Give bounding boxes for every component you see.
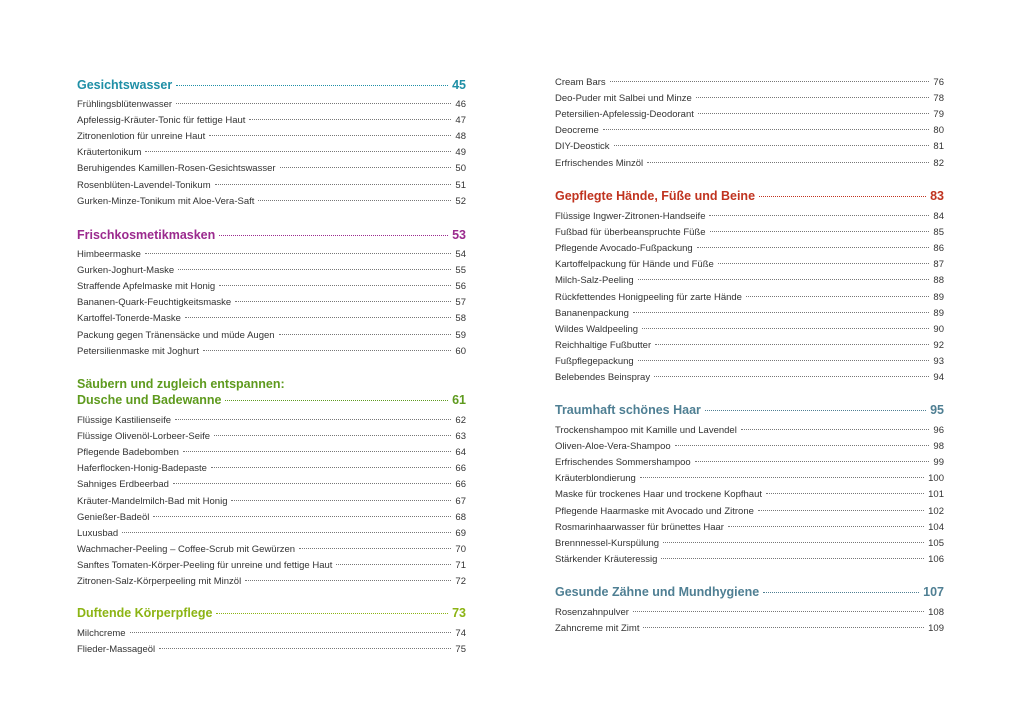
toc-entry [77,576,466,587]
toc-entry-title: Flüssige Olivenöl-Lorbeer-Seife [77,431,211,443]
toc-entry [555,158,944,169]
toc-entry-title: Luxusbad [77,527,119,539]
toc-entry-title: Deo-Puder mit Salbei und Minze [555,93,692,105]
dot-leader [710,231,930,232]
toc-entry-title: Kräuter-Mandelmilch-Bad mit Honig [77,495,228,507]
dot-leader [219,235,448,236]
toc-entry [555,623,944,634]
toc-entry-page-number: 48 [455,131,466,143]
toc-entry-title: Cream Bars [555,77,606,88]
toc-entry-page-number: 49 [455,147,466,159]
toc-entry [77,628,466,639]
dot-leader [249,119,451,120]
toc-entry-page-number: 89 [933,291,944,303]
toc-entry-title: Sahniges Erdbeerbad [77,479,169,491]
section-heading-title: Gepflegte Hände, Füße und Beine [555,189,756,203]
toc-entry [555,441,944,452]
dot-leader [176,103,451,104]
dot-leader [718,263,930,264]
dot-leader [663,542,924,543]
toc-entry-page-number: 70 [455,543,466,555]
toc-entry-page-number: 64 [455,447,466,459]
toc-entry-title: Gurken-Minze-Tonikum mit Aloe-Vera-Saft [77,195,255,207]
toc-entry-title: Rückfettendes Honigpeeling für zarte Hände [555,291,742,303]
toc-entry-title: Flüssige Ingwer-Zitronen-Handseife [555,211,706,222]
dot-leader [173,483,452,484]
dot-leader [235,301,451,302]
toc-entry [555,473,944,484]
dot-leader [763,592,919,593]
dot-leader [675,445,930,446]
dot-leader [209,135,451,136]
dot-leader [709,215,929,216]
toc-entry-page-number: 102 [928,505,944,517]
toc-entry [77,249,466,260]
toc-entry [77,330,466,341]
toc-entry [555,259,944,270]
toc-entry-page-number: 75 [455,644,466,656]
toc-entry-title: Milch-Salz-Peeling [555,275,634,287]
dot-leader [746,296,929,297]
dot-leader [759,196,926,197]
toc-entry [555,227,944,238]
toc-entry [555,425,944,436]
toc-entry-page-number: 50 [455,163,466,175]
toc-entry [77,560,466,571]
dot-leader [225,400,448,401]
toc-entry [555,538,944,549]
dot-leader [614,145,930,146]
toc-entry [555,457,944,468]
toc-entry-title: Erfrischendes Minzöl [555,157,644,169]
toc-entry [555,275,944,286]
toc-entry [77,496,466,507]
toc-entry-title: Sanftes Tomaten-Körper-Peeling für unreine und fettige Haut [77,559,333,571]
dot-leader [603,129,930,130]
dot-leader [145,151,451,152]
toc-entry-page-number: 66 [455,479,466,491]
toc-entry-title: Rosenblüten-Lavendel-Tonikum [77,179,211,191]
toc-entry-page-number: 72 [455,576,466,587]
toc-entry [77,281,466,292]
section-heading [77,228,466,242]
dot-leader [766,493,924,494]
dot-leader [299,548,451,549]
toc-entry [555,93,944,104]
section-heading [555,189,944,203]
toc-entry [555,372,944,383]
dot-leader [231,500,451,501]
toc-entry-title: Zitronenlotion für unreine Haut [77,131,206,143]
toc-entry [555,554,944,565]
toc-entry-page-number: 51 [455,179,466,191]
toc-entry-title: Petersilienmaske mit Joghurt [77,345,199,357]
toc-entry-page-number: 82 [933,157,944,169]
toc-entry-title: Kartoffelpackung für Hände und Füße [555,259,714,271]
toc-entry [77,512,466,523]
toc-entry-title: Stärkender Kräuteressig [555,553,658,565]
toc-entry-title: Haferflocken-Honig-Badepaste [77,463,207,475]
toc-entry-page-number: 57 [455,297,466,309]
toc-entry [77,415,466,426]
dot-leader [633,611,924,612]
toc-entry-page-number: 108 [928,607,944,618]
dot-leader [176,85,448,86]
toc-entry [77,463,466,474]
toc-entry-title: Flieder-Massageöl [77,644,156,656]
toc-entry-page-number: 100 [928,473,944,485]
toc-entry [555,340,944,351]
toc-entry-title: Pflegende Haarmaske mit Avocado und Zitrone [555,505,754,517]
toc-entry-page-number: 54 [455,249,466,260]
section-heading-title: Duftende Körperpflege [77,606,213,620]
toc-entry-page-number: 106 [928,553,944,565]
toc-entry-title: Rosmarinhaarwasser für brünettes Haar [555,521,724,533]
toc-entry-title: Packung gegen Tränensäcke und müde Augen [77,329,275,341]
toc-entry-title: Pflegende Badebomben [77,447,179,459]
toc-entry [555,506,944,517]
section-heading-page-number: 53 [452,228,466,242]
toc-entry-page-number: 55 [455,265,466,277]
toc-entry [555,607,944,618]
section-heading-page-number: 107 [923,585,944,599]
toc-entry-title: Beruhigendes Kamillen-Rosen-Gesichtswasser [77,163,276,175]
toc-entry-title: Erfrischendes Sommershampoo [555,457,691,469]
dot-leader [214,435,451,436]
toc-entry-page-number: 104 [928,521,944,533]
section-heading [555,585,944,599]
toc-entry-page-number: 60 [455,345,466,357]
toc-entry [555,522,944,533]
toc-entry [77,265,466,276]
dot-leader [153,516,451,517]
toc-entry-title: DIY-Deostick [555,141,610,153]
section-heading-title: Gesichtswasser [77,78,173,92]
toc-entry-page-number: 56 [455,281,466,293]
toc-entry-page-number: 80 [933,125,944,137]
toc-entry [77,346,466,357]
toc-entry [555,125,944,136]
toc-entry-page-number: 59 [455,329,466,341]
toc-entry-page-number: 63 [455,431,466,443]
toc-entry [555,211,944,222]
toc-entry-page-number: 69 [455,527,466,539]
toc-entry [77,313,466,324]
toc-entry [77,447,466,458]
toc-entry-title: Kräutertonikum [77,147,142,159]
toc-entry-title: Apfelessig-Kräuter-Tonic für fettige Haut [77,115,246,127]
section-heading-title: Traumhaft schönes Haar [555,403,701,417]
toc-entry [555,324,944,335]
toc-entry [555,243,944,254]
section-heading-page-number: 95 [930,403,944,417]
dot-leader [185,317,452,318]
dot-leader [741,429,930,430]
toc-entry-page-number: 93 [933,355,944,367]
dot-leader [215,184,452,185]
toc-entry-title: Fußpflegepackung [555,355,634,367]
toc-entry-page-number: 86 [933,243,944,255]
toc-entry-page-number: 92 [933,339,944,351]
toc-entry [77,528,466,539]
toc-entry [77,196,466,207]
dot-leader [758,510,924,511]
toc-entry-page-number: 67 [455,495,466,507]
dot-leader [610,81,930,82]
toc-entry-title: Genießer-Badeöl [77,511,150,523]
section-heading [77,606,466,620]
section-heading-page-number: 83 [930,189,944,203]
toc-entry-page-number: 96 [933,425,944,436]
toc-entry [77,297,466,308]
toc-entry-page-number: 85 [933,227,944,239]
dot-leader [203,350,451,351]
dot-leader [705,410,926,411]
toc-entry-page-number: 74 [455,628,466,639]
toc-entry-title: Zitronen-Salz-Körperpeeling mit Minzöl [77,576,242,587]
toc-entry-title: Rosenzahnpulver [555,607,629,618]
dot-leader [638,360,930,361]
toc-entry [77,131,466,142]
toc-entry-title: Deocreme [555,125,599,137]
section-heading-title: Dusche und Badewanne [77,393,222,407]
toc-entry-page-number: 62 [455,415,466,426]
toc-entry-page-number: 109 [928,623,944,635]
dot-leader [647,162,929,163]
toc-entry-title: Brennnessel-Kurspülung [555,537,660,549]
toc-entry [77,544,466,555]
dot-leader [175,419,451,420]
toc-entry [77,644,466,655]
dot-leader [279,334,452,335]
toc-entry-page-number: 90 [933,323,944,335]
toc-entry-page-number: 89 [933,307,944,319]
toc-entry [555,292,944,303]
toc-entry-page-number: 105 [928,537,944,549]
toc-entry-page-number: 78 [933,93,944,105]
dot-leader [211,467,452,468]
dot-leader [633,312,929,313]
section-heading [555,403,944,417]
toc-entry-title: Milchcreme [77,628,126,639]
toc-entry [555,77,944,88]
section-heading-page-number: 61 [452,393,466,407]
section-heading-page-number: 45 [452,78,466,92]
section-heading [77,393,466,407]
toc-entry-title: Wachmacher-Peeling – Coffee-Scrub mit Gewürzen [77,543,296,555]
toc-entry [77,99,466,110]
dot-leader [219,285,451,286]
dot-leader [245,580,451,581]
dot-leader [696,97,930,98]
toc-entry-page-number: 52 [455,195,466,207]
toc-entry-page-number: 46 [455,99,466,110]
toc-entry-title: Himbeermaske [77,249,141,260]
toc-entry-title: Kartoffel-Tonerde-Maske [77,313,181,325]
dot-leader [643,627,924,628]
toc-entry-title: Bananen-Quark-Feuchtigkeitsmaske [77,297,232,309]
dot-leader [661,558,924,559]
dot-leader [640,477,924,478]
toc-entry-page-number: 87 [933,259,944,271]
toc-entry [77,479,466,490]
toc-entry-title: Kräuterblondierung [555,473,636,485]
toc-entry-page-number: 71 [455,559,466,571]
section-heading-title: Frischkosmetikmasken [77,228,216,242]
dot-leader [183,451,451,452]
section-heading [77,78,466,92]
toc-entry-page-number: 58 [455,313,466,325]
toc-entry-page-number: 68 [455,511,466,523]
toc-entry [77,115,466,126]
toc-entry-page-number: 99 [933,457,944,469]
toc-entry-page-number: 94 [933,372,944,383]
toc-entry-page-number: 101 [928,489,944,501]
toc-entry-title: Gurken-Joghurt-Maske [77,265,175,277]
toc-entry [555,356,944,367]
toc-entry-page-number: 79 [933,109,944,121]
toc-entry [77,163,466,174]
toc-entry-title: Frühlingsblütenwasser [77,99,173,110]
section-heading-title: Gesunde Zähne und Mundhygiene [555,585,760,599]
dot-leader [698,113,930,114]
toc-entry-page-number: 84 [933,211,944,222]
toc-entry-title: Trockenshampoo mit Kamille und Lavendel [555,425,737,436]
dot-leader [655,344,929,345]
toc-entry-title: Bananenpackung [555,307,629,319]
toc-entry-title: Zahncreme mit Zimt [555,623,640,635]
dot-leader [216,613,448,614]
dot-leader [638,279,930,280]
toc-entry [555,489,944,500]
toc-entry-title: Oliven-Aloe-Vera-Shampoo [555,441,671,453]
dot-leader [642,328,929,329]
dot-leader [145,253,452,254]
toc-entry-title: Belebendes Beinspray [555,372,651,383]
dot-leader [130,632,452,633]
dot-leader [159,648,451,649]
toc-entry-title: Straffende Apfelmaske mit Honig [77,281,216,293]
section-heading-page-number: 73 [452,606,466,620]
toc-entry [77,147,466,158]
toc-entry-title: Flüssige Kastilienseife [77,415,171,426]
toc-entry-title: Maske für trockenes Haar und trockene Kopfhaut [555,489,763,501]
dot-leader [258,200,451,201]
toc-entry-page-number: 47 [455,115,466,127]
dot-leader [697,247,930,248]
toc-entry-page-number: 98 [933,441,944,453]
toc-entry-title: Wildes Waldpeeling [555,323,639,335]
dot-leader [654,376,929,377]
toc-entry-title: Petersilien-Apfelessig-Deodorant [555,109,694,121]
toc-entry-page-number: 66 [455,463,466,475]
toc-entry-page-number: 81 [933,141,944,153]
toc-entry [555,308,944,319]
dot-leader [122,532,451,533]
dot-leader [728,526,924,527]
section-heading-line1: Säubern und zugleich entspannen: [77,377,285,391]
toc-entry-title: Pflegende Avocado-Fußpackung [555,243,693,255]
dot-leader [280,167,452,168]
toc-entry-title: Reichhaltige Fußbutter [555,339,652,351]
toc-entry [77,180,466,191]
toc-entry [77,431,466,442]
dot-leader [178,269,451,270]
toc-entry [555,141,944,152]
toc-entry-page-number: 76 [933,77,944,88]
toc-entry-title: Fußbad für überbeanspruchte Füße [555,227,706,239]
toc-entry-page-number: 88 [933,275,944,287]
dot-leader [336,564,451,565]
toc-entry [555,109,944,120]
dot-leader [695,461,930,462]
